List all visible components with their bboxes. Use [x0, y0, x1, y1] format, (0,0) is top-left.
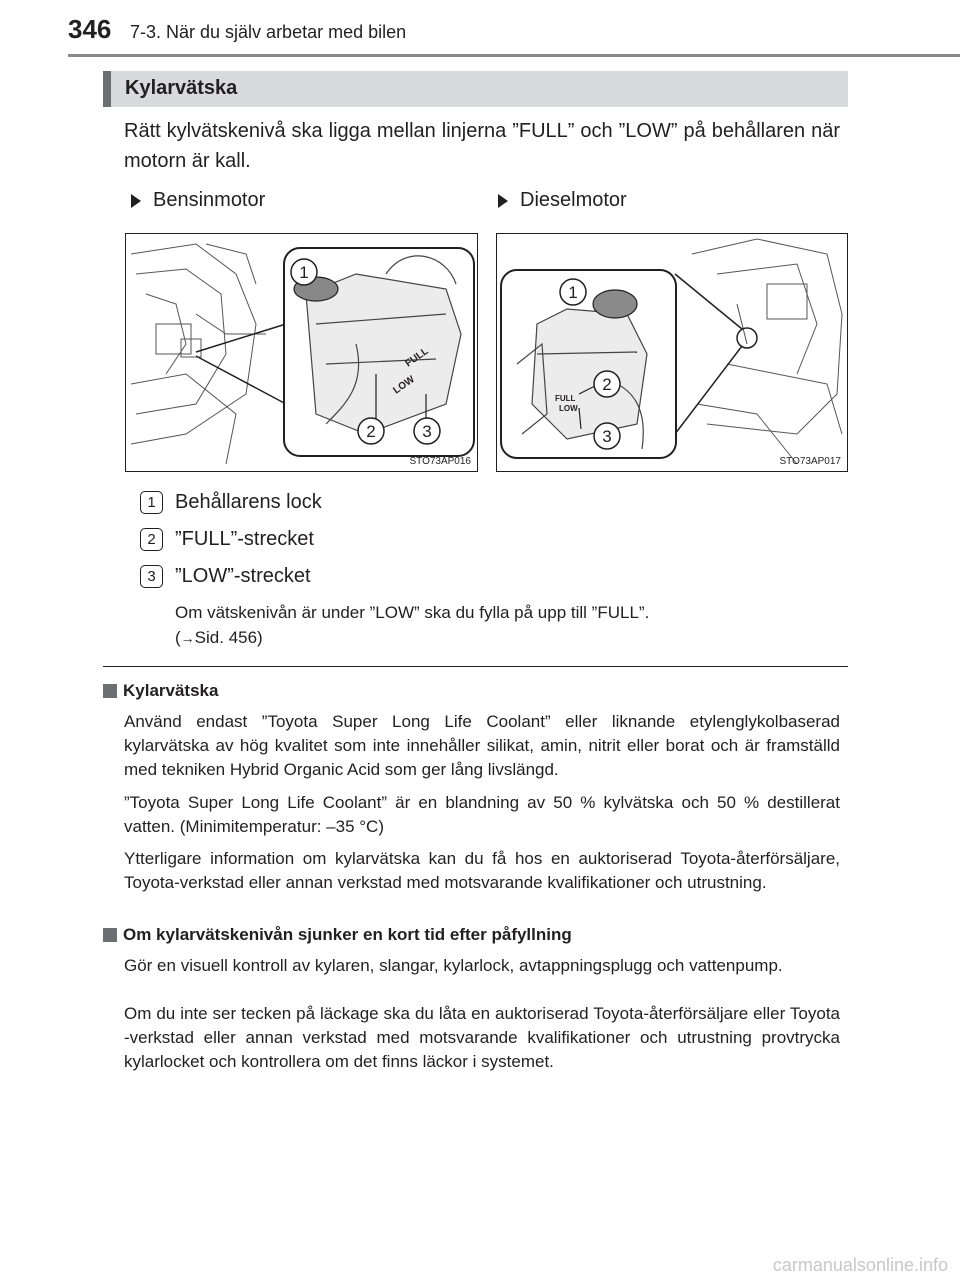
paragraph: Ytterligare information om kylarvätska kan du få hos en auktoriserad Toyota-återförsäljare, Toyota-verkstad eller annan verkstad med motsvarande kvalifikationer och utrustning. [124, 849, 840, 892]
section-divider [103, 666, 848, 667]
petrol-figure-code: STO73AP016 [409, 456, 471, 467]
section-title: Kylarvätska [125, 77, 238, 99]
tank-low-mark: LOW [559, 404, 578, 413]
subsection-title: Om kylarvätskenivån sjunker en kort tid efter påfyllning [123, 925, 572, 944]
legend-number: 3 [140, 565, 163, 588]
level-note [175, 600, 840, 651]
arrow-right-icon: → [180, 630, 195, 646]
subsection-title: Kylarvätska [123, 681, 219, 700]
callout-number: 3 [422, 422, 432, 441]
intro-text: Rätt kylvätskenivå ska ligga mellan linjerna ”FULL” och ”LOW” på behållaren när motorn är kall. [124, 120, 840, 172]
legend-item [140, 528, 314, 551]
callout-number: 1 [299, 263, 309, 282]
legend-text: ”FULL”-strecket [175, 528, 314, 550]
section-heading-accent [103, 71, 111, 107]
callout-number: 2 [602, 375, 612, 394]
legend-number: 1 [140, 491, 163, 514]
legend-item [140, 565, 311, 588]
square-bullet-icon [103, 684, 117, 698]
legend-item [140, 491, 322, 514]
paragraph: Gör en visuell kontroll av kylaren, slangar, kylarlock, avtappningsplugg och vattenpump. [124, 956, 783, 975]
page-reference-link[interactable]: Sid. 456) [194, 628, 263, 647]
diesel-figure-code: STO73AP017 [779, 456, 841, 467]
chapter-title: 7-3. När du själv arbetar med bilen [130, 22, 407, 42]
section-heading-bar [103, 71, 848, 107]
watermark: carmanualsonline.info [772, 1255, 948, 1275]
paragraph: ”Toyota Super Long Life Coolant” är en blandning av 50 % kylvätska och 50 % destillerat vatten. (Minimitemperatur: –35 °C) [124, 793, 840, 836]
level-note-text: Om vätskenivån är under ”LOW” ska du fylla på upp till ”FULL”. [175, 603, 650, 622]
triangle-bullet-icon [498, 194, 508, 208]
callout-number: 3 [602, 427, 612, 446]
subsection-heading-coolant [103, 681, 218, 701]
paragraph: Om du inte ser tecken på läckage ska du låta en auktoriserad Toyota-återförsäljare eller Toyota -verkstad eller annan verkstad med motsvarande kvalifikationer och utrustning provtrycka kylarlocket och kontrollera om det finns läckor i systemet. [124, 1004, 840, 1071]
tank-low-mark: LOW [391, 374, 417, 397]
diesel-engine-illustration [497, 234, 847, 471]
square-bullet-icon [103, 928, 117, 942]
callout-number: 2 [366, 422, 376, 441]
petrol-engine-label [131, 189, 265, 212]
petrol-engine-figure [125, 233, 478, 472]
petrol-engine-label-text: Bensinmotor [153, 189, 266, 211]
page-reference-open: ( [175, 628, 181, 647]
petrol-engine-illustration [126, 234, 477, 471]
paragraph: Använd endast ”Toyota Super Long Life Coolant” eller liknande etylenglykolbaserad kylarvätska av hög kvalitet som inte innehåller silikat, amin, nitrit eller borat och är framställd med tekniken Hybrid Organic Acid som ger lång livslängd. [124, 712, 840, 779]
tank-full-mark: FULL [403, 345, 431, 370]
radiator-cap-shape [593, 290, 637, 318]
diesel-engine-label-text: Dieselmotor [520, 189, 627, 211]
legend-text: ”LOW”-strecket [175, 565, 311, 587]
legend-text: Behållarens lock [175, 491, 322, 513]
legend-number: 2 [140, 528, 163, 551]
page-number: 346 [68, 14, 112, 44]
header-rule [68, 54, 960, 57]
triangle-bullet-icon [131, 194, 141, 208]
tank-full-mark: FULL [555, 394, 576, 403]
subsection-heading-level-drop [103, 925, 572, 945]
callout-number: 1 [568, 283, 578, 302]
diesel-engine-label [498, 189, 627, 212]
diesel-engine-figure [496, 233, 848, 472]
